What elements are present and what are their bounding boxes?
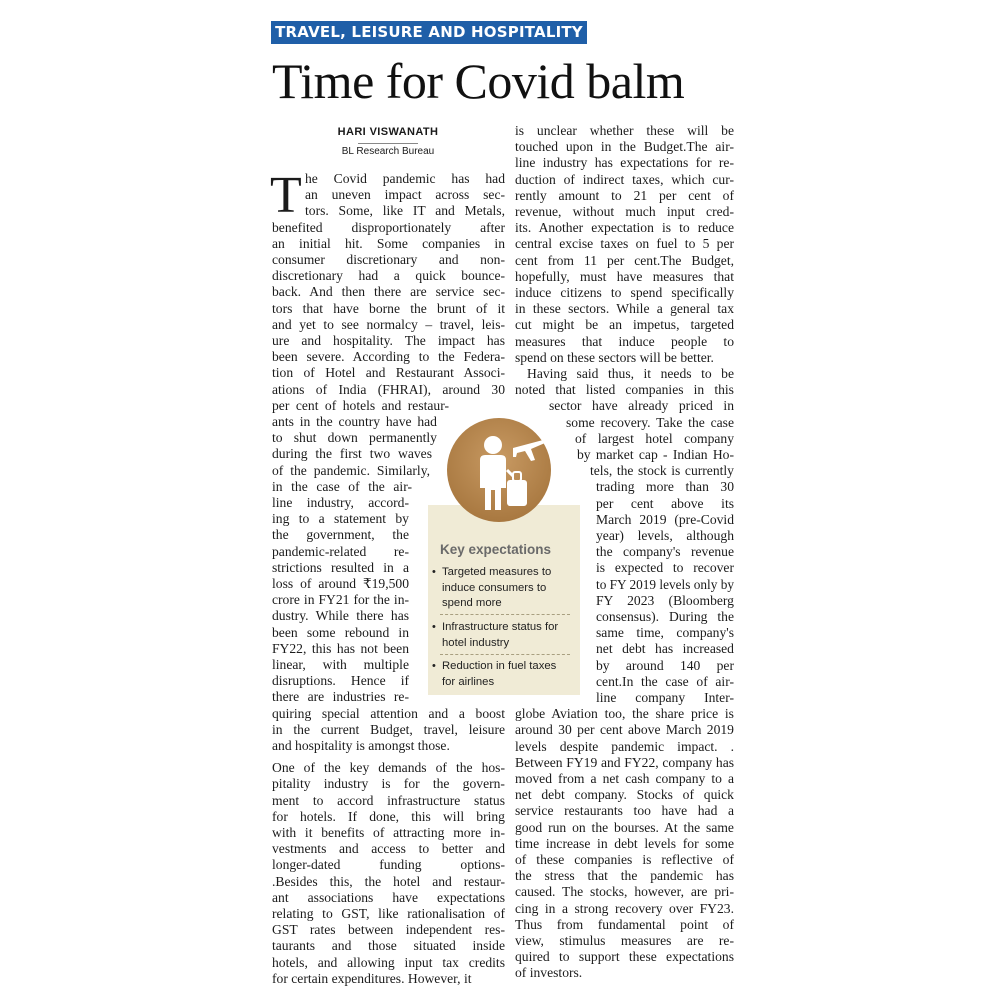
article-text-line: sector have already priced in <box>549 398 735 414</box>
article-text-line: rently amount to 21 per cent of <box>515 187 735 203</box>
article-text-line: GST rates between independent res- <box>272 922 505 938</box>
article-text-line: .Besides this, the hotel and restaur- <box>272 873 506 889</box>
article-text-line: to FY 2019 levels only by <box>596 576 735 592</box>
bullet-icon: • <box>432 566 436 578</box>
article-text-line: trading more than 30 <box>596 479 734 495</box>
article-text-line: measures that induce people to <box>515 333 734 349</box>
article-text-line: the company's revenue <box>596 544 734 560</box>
article-text-line: central excise taxes on fuel to 5 per <box>515 236 734 252</box>
article-text-line: loss of around ₹19,500 <box>272 576 410 591</box>
article-text-line: line industry has expectations for re- <box>515 155 734 171</box>
article-text-line: ations of India (FHRAI), around 30 <box>272 381 505 397</box>
article-text-line: of investors. <box>515 965 583 981</box>
article-text-line: of largest hotel company <box>575 430 734 446</box>
section-label: TRAVEL, LEISURE AND HOSPITALITY <box>271 21 587 44</box>
article-text-line: ment to accord infrastructure status <box>272 792 505 808</box>
article-text-line: touched upon in the Budget.The air- <box>515 139 734 155</box>
article-text-line: to shut down permanently <box>272 430 437 446</box>
article-text-line: FY 2023 (Bloomberg <box>596 592 734 608</box>
article-text-line: for certain expenditures. However, it <box>272 970 472 986</box>
article-text-line: cent from 11 per cent.The Budget, <box>515 252 734 268</box>
article-text-line: noted that listed companies in this <box>515 382 734 398</box>
item-divider <box>440 614 570 615</box>
traveller-with-luggage-and-plane-icon <box>447 418 551 522</box>
article-text-line: consumer discretionary and non- <box>272 252 506 267</box>
article-text-line: ants in the country have had <box>272 414 437 429</box>
article-text-line: ing to a statement by <box>272 511 409 527</box>
article-text-line: same time, company's <box>596 625 734 641</box>
bullet-icon: • <box>432 660 436 672</box>
article-text-line: duction of indirect taxes, which cur- <box>515 171 734 187</box>
article-text-line: quired to support these expectations <box>515 949 734 965</box>
article-text-line: Thus from fundamental point of <box>515 916 734 932</box>
article-text-line: pandemic-related re- <box>272 543 409 559</box>
article-text-line: is unclear whether these will be <box>515 123 734 138</box>
article-text-line: linear, with multiple <box>272 657 409 672</box>
article-text-line: the stress that the pandemic has <box>515 868 735 884</box>
article-text-line: some recovery. Take the case <box>566 414 734 430</box>
article-text-line: an uneven impact across sec- <box>305 187 506 203</box>
article-text-line: levels despite pandemic impact. . <box>515 738 734 754</box>
article-text-line: line company Inter- <box>596 690 734 705</box>
article-text-line: vestments and access to better and <box>272 841 505 857</box>
article-text-line: been severe. According to the Federa- <box>272 349 505 365</box>
article-text-line: cent.In the case of air- <box>596 673 734 689</box>
article-text-line: cing in a strong recovery over FY23. <box>515 900 734 916</box>
article-text-line: around 30 per cent above March 2019 <box>515 722 734 738</box>
article-text-line: crore in FY21 for the in- <box>272 592 410 608</box>
article-text-line: per cent above its <box>596 495 735 511</box>
article-text-line: quiring special attention and a boost <box>272 705 505 721</box>
article-text-line: spend on these sectors will be better. <box>515 349 714 365</box>
article-text-line: by market cap - Indian Ho- <box>577 447 734 462</box>
article-text-line: been some rebound in <box>272 624 410 640</box>
article-text-line: line industry, accord- <box>272 495 409 510</box>
article-text-line: hotels, and allowing input tax credits <box>272 954 505 970</box>
article-text-line: and hospitality is amongst those. <box>272 738 450 753</box>
article-text-line: of these companies is reflective of <box>515 852 734 867</box>
article-text-line: Having said thus, it needs to be <box>527 366 734 381</box>
article-text-line: cut might be an impetus, targeted <box>515 317 735 333</box>
article-text-line: longer-dated funding options- <box>272 857 505 873</box>
article-text-line: dustry. While there has <box>272 608 410 624</box>
article-text-line: with it benefits of attracting more in- <box>272 825 505 840</box>
article-text-line: of the pandemic. Similarly, <box>272 462 431 478</box>
key-expectations-title: Key expectations <box>440 542 552 557</box>
article-text-line: hopefully, must have measures that <box>515 268 734 284</box>
article-text-line: moved from a net cash company to a <box>515 771 734 786</box>
article-text-line: its. Another expectation is to reduce <box>515 220 734 236</box>
article-text-line: year) levels, although <box>596 528 734 543</box>
article-text-line: March 2019 (pre-Covid <box>596 511 735 527</box>
article-text-line: disruptions. Hence if <box>272 673 409 689</box>
article-text-line: tels, the stock is currently <box>590 463 734 479</box>
article-text-line: tion of Hotel and Restaurant Associ- <box>272 365 506 381</box>
article-text-line: net debt has increased <box>596 641 734 657</box>
article-text-line: benefited disproportionately after <box>272 219 505 235</box>
article-text-line: in the case of the air- <box>272 478 412 494</box>
article-text-line: induce citizens to spend specifically <box>515 285 735 300</box>
article-text-line: is expected to recover <box>596 560 734 576</box>
item-divider <box>440 654 570 655</box>
article-text-line: in the current Budget, travel, leisure <box>272 721 506 737</box>
article-text-line: globe Aviation too, the share price is <box>515 706 734 722</box>
article-text-line: in these sectors. While a general tax <box>515 301 734 317</box>
expectation-item: • Targeted measures to induce consumers to spend more <box>432 566 552 609</box>
article-text-line: time increase in debt levels for some <box>515 835 734 851</box>
expectation-item: • Reduction in fuel taxes for airlines <box>432 660 557 688</box>
article-text-line: by around 140 per <box>596 657 734 673</box>
bullet-icon: • <box>432 621 436 633</box>
article-text-line: service restaurants too have had a <box>515 803 735 819</box>
article-text-line: ant associations have expectations <box>272 889 505 905</box>
article-text-line: ure and hospitality. The impact has <box>272 333 505 348</box>
drop-cap: T <box>270 167 302 224</box>
article-text-line: during the first two waves <box>272 446 432 462</box>
article-text-line: strictions resulted in a <box>272 559 409 575</box>
author-name: HARI VISWANATH <box>337 126 439 138</box>
expectation-item: • Infrastructure status for hotel industry <box>432 621 559 649</box>
article-text-line: One of the key demands of the hos- <box>272 760 505 776</box>
article-text-line: and yet to see normalcy – travel, leis- <box>272 316 506 332</box>
article-text-line: revenue, without much input cred- <box>515 204 734 219</box>
article-text-line: view, stimulus measures are re- <box>515 933 734 948</box>
article-text-line: back. And then there are service sec- <box>272 284 506 300</box>
article-text-line: taurants and those situated inside <box>272 938 505 954</box>
article-text-line: net debt company. Stocks of quick <box>515 787 734 803</box>
article-text-line: consensus). During the <box>596 609 735 624</box>
article-text-line: tors. Some, like IT and Metals, <box>305 203 505 219</box>
article-text-line: relating to GST, like rationalisation of <box>272 906 505 921</box>
article-text-line: discretionary had a quick bounce- <box>272 268 505 284</box>
article-text-line: an initial hit. Some companies in <box>272 235 506 251</box>
article-text-line: good run on the bourses. At the same <box>515 819 734 835</box>
article-text-line: FY22, this has not been <box>272 640 409 656</box>
article-text-line: per cent of hotels and restaur- <box>272 397 450 413</box>
article-text-line: the government, the <box>272 527 409 543</box>
article-text-line: pitality industry is for the govern- <box>272 776 505 792</box>
article-text-line: for hotels. If done, this will bring <box>272 808 505 824</box>
article-text-line: tors that have borne the brunt of it <box>272 300 506 316</box>
headline: Time for Covid balm <box>272 53 685 109</box>
article-text-line: there are industries re- <box>272 689 409 705</box>
article-text-line: caused. The stocks, however, are pri- <box>515 884 734 900</box>
article-text-line: Between FY19 and FY22, company has <box>515 754 735 770</box>
byline-divider <box>358 143 418 144</box>
author-affiliation: BL Research Bureau <box>341 146 435 157</box>
article-text-line: he Covid pandemic has had <box>305 171 506 186</box>
